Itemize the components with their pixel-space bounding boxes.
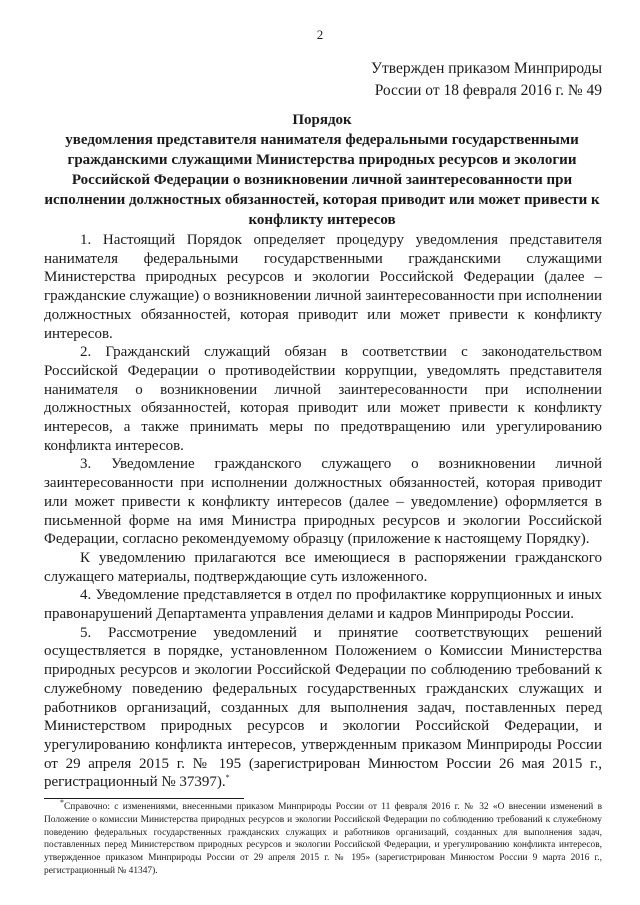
footnote <box>44 797 602 878</box>
paragraph-5 <box>44 624 602 792</box>
title-subtitle: уведомления представителя нанимателя федеральными государственными гражданскими служащими Министерства природных ресурсов и экологии Российской Федерации о возникновении личной заинтересованности при исполнении должностных обязанностей, которая приводит или может привести к конфликту интересов <box>44 132 600 228</box>
footnote-reference: * <box>225 773 230 783</box>
approval-line-1: Утвержден приказом Минприроды <box>370 60 602 77</box>
footnote-body: Справочно: с изменениями, внесенными приказом Минприроды России от 11 февраля 2016 г. № 32 «О внесении изменений в Положение о комиссии Министерства природных ресурсов и экологии Российской Федерации по соблюдению требований к служебному поведению федеральных государственных гражданских служащих и работников организаций, созданных для выполнения задач, поставленных перед Министерством природных ресурсов и экологии Российской Федерации, и урегулированию конфликта интересов, утвержденное приказом Минприроды России от 29 апреля 2015 г. № 195» (зарегистрирован Минюстом России 9 марта 2016 г., регистрационный № 41347). <box>44 802 602 876</box>
document-body <box>44 231 602 792</box>
footnote-mark: * <box>60 797 64 807</box>
title-main: Порядок <box>292 112 352 128</box>
paragraph-2: 2. Гражданский служащий обязан в соответствии с законодательством Российской Федерации о противодействии коррупции, уведомлять представителя нанимателя о возникновении личной заинтересованности при исполнении должностных обязанностей, которая приводит или может привести к конфликту интересов, а также принимать меры по предотвращению или урегулированию конфликта интересов. <box>44 344 602 454</box>
footnote-separator <box>44 798 244 799</box>
paragraph-3-attachments: К уведомлению прилагаются все имеющиеся в распоряжении гражданского служащего материалы, подтверждающие суть изложенного. <box>44 549 602 585</box>
paragraph-1: 1. Настоящий Порядок определяет процедуру уведомления представителя нанимателя федеральными государственными гражданскими служащими Министерства природных ресурсов и экологии Российской Федерации (далее – гражданские служащие) о возникновении личной заинтересованности при исполнении должностных обязанностей, которая приводит или может привести к конфликту интересов. <box>44 232 602 342</box>
document-title <box>44 110 600 230</box>
paragraph-3: 3. Уведомление гражданского служащего о возникновении личной заинтересованности при исполнении должностных обязанностей, которая приводит или может привести к конфликту интересов (далее – уведомление) оформляется в письменной форме на имя Министра природных ресурсов и экологии Российской Федерации, согласно рекомендуемому образцу (приложение к настоящему Порядку). <box>44 456 602 548</box>
footnote-text <box>44 797 602 878</box>
page-number: 2 <box>316 27 324 42</box>
paragraph-4: 4. Уведомление представляется в отдел по профилактике коррупционных и иных правонарушений Департамента управления делами и кадров Минприроды России. <box>44 587 602 623</box>
paragraph-5-text: 5. Рассмотрение уведомлений и принятие соответствующих решений осуществляется в порядке, установленном Положением о Комиссии Министерства природных ресурсов и экологии Российской Федерации по соблюдению требований к служебному поведению федеральных государственных гражданских служащих и работников организаций, созданных для выполнения задач, поставленных перед Министерством природных ресурсов и экологии Российской Федерации, и урегулированию конфликта интересов, утвержденным приказом Минприроды России от 29 апреля 2015 г. № 195 (зарегистрирован Минюстом России 26 мая 2015 г., регистрационный № 37397). <box>44 624 602 791</box>
approval-line-2: России от 18 февраля 2016 г. № 49 <box>374 82 602 99</box>
approval-stamp <box>352 58 602 102</box>
